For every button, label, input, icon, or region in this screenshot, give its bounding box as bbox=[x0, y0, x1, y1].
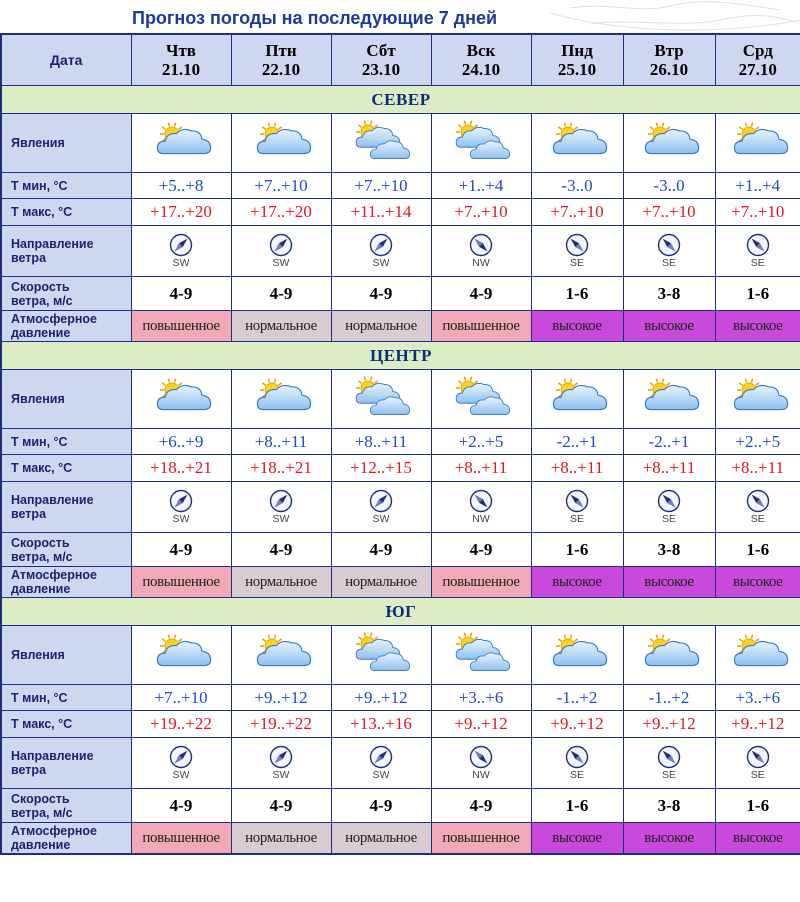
pressure-value: повышенное bbox=[131, 311, 231, 342]
sun-cloud-icon bbox=[624, 632, 715, 678]
pressure-value: высокое bbox=[531, 311, 623, 342]
weather-cell bbox=[715, 114, 800, 173]
weather-cell bbox=[131, 114, 231, 173]
day-date: 21.10 bbox=[161, 60, 201, 79]
day-date: 25.10 bbox=[557, 60, 597, 79]
wind-compass-icon bbox=[132, 745, 231, 769]
pressure-value: нормальное bbox=[331, 823, 431, 855]
tmax-value: +9..+12 bbox=[715, 711, 800, 738]
tmax-value: +12..+15 bbox=[331, 455, 431, 482]
weather-cell bbox=[623, 370, 715, 429]
region-title: ЦЕНТР bbox=[1, 342, 800, 370]
wind-compass-icon bbox=[624, 489, 715, 513]
row-label-text: Скорость bbox=[11, 279, 70, 294]
weather-cell bbox=[431, 370, 531, 429]
region-title: СЕВЕР bbox=[1, 86, 800, 114]
tmin-value: +7..+10 bbox=[131, 685, 231, 711]
wind-direction-cell bbox=[131, 738, 231, 789]
sun-cloud-icon bbox=[716, 120, 800, 166]
sun-cloud-icon bbox=[232, 376, 331, 422]
tmin-row bbox=[1, 429, 800, 455]
tmin-row bbox=[1, 685, 800, 711]
row-label bbox=[1, 626, 131, 685]
wind-speed-value: 4-9 bbox=[431, 789, 531, 823]
row-label-text: Явления bbox=[11, 136, 65, 150]
wind-direction-label: SE bbox=[569, 257, 584, 269]
tmax-row bbox=[1, 455, 800, 482]
row-label bbox=[1, 685, 131, 711]
wind-direction-label: SW bbox=[172, 513, 190, 525]
tmin-value: +7..+10 bbox=[231, 173, 331, 199]
wind-direction-cell bbox=[331, 738, 431, 789]
weather-cell bbox=[531, 626, 623, 685]
weather-cell bbox=[331, 114, 431, 173]
wind-compass-icon bbox=[716, 745, 800, 769]
row-label bbox=[1, 370, 131, 429]
day-header bbox=[331, 34, 431, 86]
wind-direction-cell bbox=[431, 738, 531, 789]
wind-speed-value: 1-6 bbox=[531, 277, 623, 311]
sun-cloud-icon bbox=[132, 376, 231, 422]
wind-speed-value: 4-9 bbox=[431, 533, 531, 567]
row-label bbox=[1, 533, 131, 567]
sun-cloud-icon bbox=[532, 376, 623, 422]
pressure-value: нормальное bbox=[231, 311, 331, 342]
pressure-value: повышенное bbox=[431, 567, 531, 598]
row-label-text: Атмосферное bbox=[11, 312, 97, 326]
day-name: Чтв bbox=[165, 41, 196, 60]
tmin-value: +9..+12 bbox=[231, 685, 331, 711]
day-header bbox=[131, 34, 231, 86]
row-label-text: ветра, м/с bbox=[11, 549, 73, 564]
row-label-text: Атмосферное bbox=[11, 568, 97, 582]
tmin-value: -1..+2 bbox=[623, 685, 715, 711]
pressure-value: высокое bbox=[623, 823, 715, 855]
tmax-value: +8..+11 bbox=[623, 455, 715, 482]
wind-speed-value: 1-6 bbox=[531, 789, 623, 823]
wind-direction-label: SE bbox=[750, 513, 765, 525]
sun-two-clouds-icon bbox=[432, 376, 531, 422]
tmax-value: +8..+11 bbox=[715, 455, 800, 482]
row-label-text: Т мин, °С bbox=[11, 178, 68, 193]
wind-direction-cell bbox=[431, 226, 531, 277]
row-label-text: Скорость bbox=[11, 535, 70, 550]
pressure-row bbox=[1, 311, 800, 342]
wind-direction-cell bbox=[623, 738, 715, 789]
weather-cell bbox=[531, 114, 623, 173]
wind-compass-icon bbox=[624, 745, 715, 769]
wind-direction-label: SW bbox=[272, 513, 290, 525]
sun-two-clouds-icon bbox=[332, 632, 431, 678]
wind-direction-label: NW bbox=[472, 769, 490, 781]
row-label-text: ветра bbox=[11, 763, 47, 777]
tmin-value: +2..+5 bbox=[715, 429, 800, 455]
row-label-text: Т мин, °С bbox=[11, 434, 68, 449]
row-label bbox=[1, 114, 131, 173]
wind-compass-icon bbox=[232, 489, 331, 513]
wind-direction-cell bbox=[431, 482, 531, 533]
tmin-value: +9..+12 bbox=[331, 685, 431, 711]
wind-direction-label: NW bbox=[472, 257, 490, 269]
weather-cell bbox=[715, 626, 800, 685]
day-name: Срд bbox=[742, 41, 773, 60]
wind-speed-value: 4-9 bbox=[331, 533, 431, 567]
tmax-value: +13..+16 bbox=[331, 711, 431, 738]
wind-direction-label: SW bbox=[272, 769, 290, 781]
wind-speed-value: 3-8 bbox=[623, 789, 715, 823]
row-label-text: Направление bbox=[11, 493, 94, 507]
row-label bbox=[1, 455, 131, 482]
tmax-value: +19..+22 bbox=[231, 711, 331, 738]
wind-direction-row bbox=[1, 226, 800, 277]
tmin-value: +3..+6 bbox=[431, 685, 531, 711]
row-label bbox=[1, 429, 131, 455]
pressure-value: повышенное bbox=[131, 823, 231, 855]
tmax-value: +7..+10 bbox=[531, 199, 623, 226]
wind-direction-label: SE bbox=[661, 513, 676, 525]
tmax-value: +17..+20 bbox=[231, 199, 331, 226]
region-row bbox=[1, 598, 800, 626]
wind-speed-value: 4-9 bbox=[131, 533, 231, 567]
day-date: 24.10 bbox=[461, 60, 501, 79]
wind-compass-icon bbox=[232, 745, 331, 769]
row-label-text: Направление bbox=[11, 749, 94, 763]
wind-direction-cell bbox=[531, 482, 623, 533]
wind-direction-row bbox=[1, 738, 800, 789]
row-label-text: давление bbox=[11, 582, 71, 596]
row-label bbox=[1, 482, 131, 533]
weather-cell bbox=[531, 370, 623, 429]
wind-compass-icon bbox=[332, 233, 431, 257]
row-label-text: давление bbox=[11, 326, 71, 340]
row-label bbox=[1, 567, 131, 598]
row-label-text: Т макс, °С bbox=[11, 205, 73, 219]
pressure-value: высокое bbox=[715, 311, 800, 342]
weather-cell bbox=[715, 370, 800, 429]
page-title: Прогноз погоды на последующие 7 дней bbox=[132, 8, 498, 28]
row-label bbox=[1, 277, 131, 311]
wind-compass-icon bbox=[532, 233, 623, 257]
wind-compass-icon bbox=[332, 745, 431, 769]
tmin-value: +8..+11 bbox=[331, 429, 431, 455]
wind-direction-cell bbox=[231, 482, 331, 533]
wind-direction-label: SW bbox=[172, 257, 190, 269]
day-header bbox=[431, 34, 531, 86]
sun-two-clouds-icon bbox=[332, 120, 431, 166]
day-date: 23.10 bbox=[361, 60, 401, 79]
wind-direction-cell bbox=[331, 226, 431, 277]
wind-speed-value: 4-9 bbox=[131, 277, 231, 311]
wind-compass-icon bbox=[132, 233, 231, 257]
weather-cell bbox=[231, 370, 331, 429]
row-label bbox=[1, 226, 131, 277]
sun-cloud-icon bbox=[132, 120, 231, 166]
wind-speed-value: 4-9 bbox=[231, 277, 331, 311]
sun-two-clouds-icon bbox=[432, 120, 531, 166]
date-header-label: Дата bbox=[1, 34, 131, 86]
pressure-value: повышенное bbox=[431, 823, 531, 855]
weather-cell bbox=[623, 114, 715, 173]
wind-direction-cell bbox=[131, 226, 231, 277]
day-name: Сбт bbox=[366, 41, 396, 60]
wind-compass-icon bbox=[716, 233, 800, 257]
wind-compass-icon bbox=[624, 233, 715, 257]
wind-speed-value: 4-9 bbox=[231, 789, 331, 823]
weather-cell bbox=[331, 370, 431, 429]
row-label-text: Т макс, °С bbox=[11, 461, 73, 475]
row-label-text: ветра bbox=[11, 507, 47, 521]
tmax-value: +8..+11 bbox=[531, 455, 623, 482]
row-label-text: Т мин, °С bbox=[11, 690, 68, 705]
pressure-value: высокое bbox=[623, 567, 715, 598]
weather-cell bbox=[131, 370, 231, 429]
wind-direction-cell bbox=[715, 738, 800, 789]
day-date: 22.10 bbox=[261, 60, 301, 79]
tmax-value: +18..+21 bbox=[231, 455, 331, 482]
row-label-text: ветра bbox=[11, 251, 47, 265]
wind-speed-value: 4-9 bbox=[131, 789, 231, 823]
wind-direction-cell bbox=[623, 226, 715, 277]
wind-direction-label: SE bbox=[569, 769, 584, 781]
day-date: 26.10 bbox=[649, 60, 689, 79]
pressure-value: нормальное bbox=[331, 567, 431, 598]
pressure-value: высокое bbox=[715, 823, 800, 855]
pressure-value: высокое bbox=[623, 311, 715, 342]
weather-cell bbox=[331, 626, 431, 685]
tmax-value: +9..+12 bbox=[431, 711, 531, 738]
weather-cell bbox=[431, 114, 531, 173]
tmin-value: +5..+8 bbox=[131, 173, 231, 199]
wind-direction-label: SE bbox=[661, 769, 676, 781]
wind-direction-cell bbox=[531, 226, 623, 277]
row-label-text: Атмосферное bbox=[11, 824, 97, 838]
wind-direction-cell bbox=[231, 738, 331, 789]
weather-cell bbox=[231, 626, 331, 685]
tmin-value: +7..+10 bbox=[331, 173, 431, 199]
wind-speed-value: 4-9 bbox=[331, 789, 431, 823]
wind-speed-row bbox=[1, 277, 800, 311]
tmin-value: -3..0 bbox=[531, 173, 623, 199]
wind-compass-icon bbox=[716, 489, 800, 513]
pressure-value: высокое bbox=[531, 567, 623, 598]
phenomena-row bbox=[1, 626, 800, 685]
phenomena-row bbox=[1, 370, 800, 429]
row-label-text: Явления bbox=[11, 648, 65, 662]
wind-compass-icon bbox=[232, 233, 331, 257]
tmin-value: -2..+1 bbox=[531, 429, 623, 455]
day-name: Пнд bbox=[561, 41, 593, 60]
weather-cell bbox=[131, 626, 231, 685]
tmax-value: +7..+10 bbox=[623, 199, 715, 226]
wind-direction-label: SE bbox=[750, 257, 765, 269]
sun-cloud-icon bbox=[624, 120, 715, 166]
wind-compass-icon bbox=[432, 489, 531, 513]
weather-cell bbox=[623, 626, 715, 685]
day-header bbox=[623, 34, 715, 86]
row-label bbox=[1, 311, 131, 342]
tmax-value: +8..+11 bbox=[431, 455, 531, 482]
wind-speed-value: 4-9 bbox=[431, 277, 531, 311]
row-label-text: ветра, м/с bbox=[11, 805, 73, 820]
pressure-value: повышенное bbox=[431, 311, 531, 342]
tmin-value: +2..+5 bbox=[431, 429, 531, 455]
wind-direction-row bbox=[1, 482, 800, 533]
wind-compass-icon bbox=[332, 489, 431, 513]
wind-speed-value: 4-9 bbox=[231, 533, 331, 567]
weather-cell bbox=[431, 626, 531, 685]
wind-direction-cell bbox=[231, 226, 331, 277]
tmax-value: +7..+10 bbox=[431, 199, 531, 226]
wind-speed-value: 1-6 bbox=[531, 533, 623, 567]
tmax-value: +7..+10 bbox=[715, 199, 800, 226]
pressure-row bbox=[1, 567, 800, 598]
sun-two-clouds-icon bbox=[432, 632, 531, 678]
wind-direction-label: SE bbox=[569, 513, 584, 525]
pressure-value: нормальное bbox=[331, 311, 431, 342]
wind-direction-cell bbox=[531, 738, 623, 789]
sun-cloud-icon bbox=[232, 120, 331, 166]
wind-direction-cell bbox=[715, 482, 800, 533]
wind-direction-label: SE bbox=[750, 769, 765, 781]
tmax-value: +19..+22 bbox=[131, 711, 231, 738]
header-row bbox=[1, 34, 800, 86]
wind-speed-value: 3-8 bbox=[623, 533, 715, 567]
wind-speed-value: 3-8 bbox=[623, 277, 715, 311]
wind-direction-label: SW bbox=[372, 257, 390, 269]
day-date: 27.10 bbox=[738, 60, 777, 79]
sun-cloud-icon bbox=[132, 632, 231, 678]
tmin-value: +6..+9 bbox=[131, 429, 231, 455]
row-label-text: Т макс, °С bbox=[11, 717, 73, 731]
wind-speed-value: 1-6 bbox=[715, 789, 800, 823]
tmax-row bbox=[1, 711, 800, 738]
region-title: ЮГ bbox=[1, 598, 800, 626]
day-header bbox=[231, 34, 331, 86]
region-row bbox=[1, 86, 800, 114]
wind-compass-icon bbox=[532, 745, 623, 769]
forecast-table bbox=[0, 33, 800, 855]
wind-speed-value: 4-9 bbox=[331, 277, 431, 311]
pressure-value: повышенное bbox=[131, 567, 231, 598]
tmax-row bbox=[1, 199, 800, 226]
pressure-value: нормальное bbox=[231, 567, 331, 598]
wind-direction-cell bbox=[715, 226, 800, 277]
wind-speed-value: 1-6 bbox=[715, 533, 800, 567]
wind-direction-label: NW bbox=[472, 513, 490, 525]
tmin-value: +1..+4 bbox=[715, 173, 800, 199]
row-label bbox=[1, 789, 131, 823]
wind-direction-cell bbox=[331, 482, 431, 533]
row-label-text: Скорость bbox=[11, 791, 70, 806]
row-label-text: ветра, м/с bbox=[11, 293, 73, 308]
tmax-value: +17..+20 bbox=[131, 199, 231, 226]
wind-compass-icon bbox=[432, 233, 531, 257]
pressure-row bbox=[1, 823, 800, 855]
row-label bbox=[1, 823, 131, 855]
sun-cloud-icon bbox=[532, 120, 623, 166]
region-row bbox=[1, 342, 800, 370]
wind-direction-label: SW bbox=[372, 769, 390, 781]
tmin-value: +3..+6 bbox=[715, 685, 800, 711]
wind-compass-icon bbox=[532, 489, 623, 513]
tmax-value: +9..+12 bbox=[531, 711, 623, 738]
pressure-value: нормальное bbox=[231, 823, 331, 855]
sun-two-clouds-icon bbox=[332, 376, 431, 422]
sun-cloud-icon bbox=[624, 376, 715, 422]
day-header bbox=[715, 34, 800, 86]
day-name: Птн bbox=[265, 41, 297, 60]
wind-direction-label: SE bbox=[661, 257, 676, 269]
wind-direction-cell bbox=[623, 482, 715, 533]
tmin-value: -3..0 bbox=[623, 173, 715, 199]
pressure-value: высокое bbox=[715, 567, 800, 598]
row-label bbox=[1, 738, 131, 789]
row-label-text: Направление bbox=[11, 237, 94, 251]
tmax-value: +18..+21 bbox=[131, 455, 231, 482]
day-name: Втр bbox=[654, 41, 684, 60]
wind-speed-row bbox=[1, 533, 800, 567]
row-label bbox=[1, 199, 131, 226]
row-label-text: Явления bbox=[11, 392, 65, 406]
wind-compass-icon bbox=[132, 489, 231, 513]
tmin-row bbox=[1, 173, 800, 199]
tmax-value: +9..+12 bbox=[623, 711, 715, 738]
sun-cloud-icon bbox=[232, 632, 331, 678]
tmax-value: +11..+14 bbox=[331, 199, 431, 226]
sun-cloud-icon bbox=[532, 632, 623, 678]
wind-speed-row bbox=[1, 789, 800, 823]
row-label bbox=[1, 173, 131, 199]
wind-direction-label: SW bbox=[372, 513, 390, 525]
row-label bbox=[1, 711, 131, 738]
tmin-value: +8..+11 bbox=[231, 429, 331, 455]
pressure-value: высокое bbox=[531, 823, 623, 855]
day-header bbox=[531, 34, 623, 86]
wind-compass-icon bbox=[432, 745, 531, 769]
sun-cloud-icon bbox=[716, 376, 800, 422]
tmin-value: -2..+1 bbox=[623, 429, 715, 455]
wind-speed-value: 1-6 bbox=[715, 277, 800, 311]
tmin-value: -1..+2 bbox=[531, 685, 623, 711]
globe-watermark-icon bbox=[550, 0, 800, 32]
day-name: Вск bbox=[466, 41, 496, 60]
row-label-text: давление bbox=[11, 838, 71, 852]
sun-cloud-icon bbox=[716, 632, 800, 678]
phenomena-row bbox=[1, 114, 800, 173]
weather-cell bbox=[231, 114, 331, 173]
tmin-value: +1..+4 bbox=[431, 173, 531, 199]
wind-direction-label: SW bbox=[172, 769, 190, 781]
wind-direction-label: SW bbox=[272, 257, 290, 269]
wind-direction-cell bbox=[131, 482, 231, 533]
